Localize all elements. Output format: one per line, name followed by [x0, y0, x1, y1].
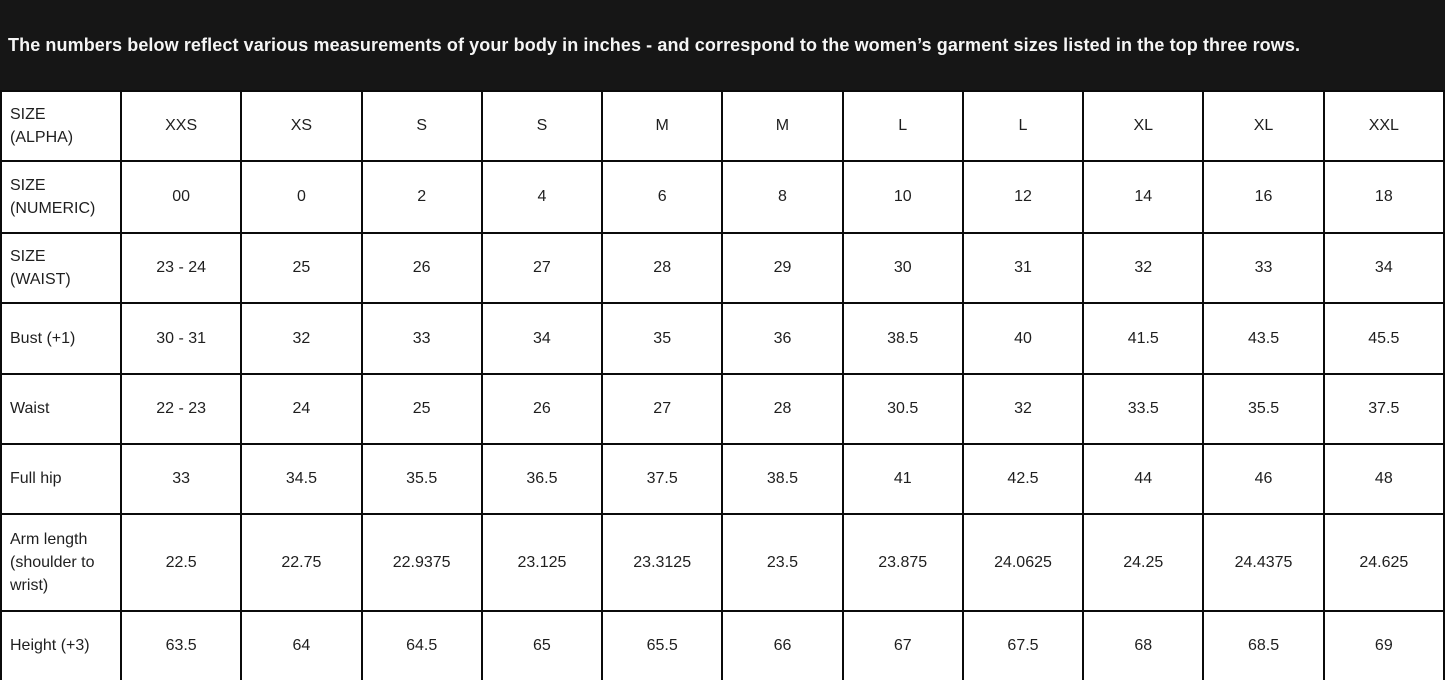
table-cell: 26 [482, 374, 602, 444]
table-cell: 28 [722, 374, 842, 444]
row-label-text: Height (+3) [10, 637, 90, 655]
table-cell: 68 [1083, 611, 1203, 680]
table-cell: 22 - 23 [121, 374, 241, 444]
table-cell: 46 [1203, 444, 1323, 514]
table-cell: 35 [602, 303, 722, 374]
table-cell: 23.5 [722, 514, 842, 611]
table-cell: 27 [602, 374, 722, 444]
row-label-text: Bust (+1) [10, 329, 76, 347]
table-cell: 14 [1083, 161, 1203, 233]
table-cell: XS [241, 91, 361, 161]
row-label [1, 91, 121, 161]
table-cell: 33 [121, 444, 241, 514]
table-cell: XXS [121, 91, 241, 161]
table-cell: 69 [1324, 611, 1444, 680]
table-cell: 30.5 [843, 374, 963, 444]
table-cell: S [482, 91, 602, 161]
table-cell: 0 [241, 161, 361, 233]
table-cell: M [602, 91, 722, 161]
table-cell: 00 [121, 161, 241, 233]
table-cell: 6 [602, 161, 722, 233]
table-cell: 65.5 [602, 611, 722, 680]
table-cell: 34.5 [241, 444, 361, 514]
table-cell: 33 [362, 303, 482, 374]
table-cell: XL [1083, 91, 1203, 161]
table-row [1, 161, 1444, 233]
table-cell: 41.5 [1083, 303, 1203, 374]
table-cell: L [843, 91, 963, 161]
row-label [1, 444, 121, 514]
table-cell: 35.5 [362, 444, 482, 514]
table-cell: 33.5 [1083, 374, 1203, 444]
table-cell: M [722, 91, 842, 161]
table-cell: 24.0625 [963, 514, 1083, 611]
table-cell: 48 [1324, 444, 1444, 514]
size-chart-table [0, 90, 1445, 680]
table-cell: 41 [843, 444, 963, 514]
table-cell: 64 [241, 611, 361, 680]
table-cell: 29 [722, 233, 842, 303]
table-cell: XL [1203, 91, 1323, 161]
row-label-text: SIZE (ALPHA) [10, 105, 74, 146]
table-cell: 68.5 [1203, 611, 1323, 680]
table-cell: 24.625 [1324, 514, 1444, 611]
row-label [1, 374, 121, 444]
table-row [1, 374, 1444, 444]
table-cell: 23.125 [482, 514, 602, 611]
table-cell: 36.5 [482, 444, 602, 514]
row-label-text: SIZE (NUMERIC) [10, 176, 96, 217]
row-label [1, 303, 121, 374]
table-cell: 38.5 [722, 444, 842, 514]
table-cell: 24.25 [1083, 514, 1203, 611]
row-label [1, 514, 121, 611]
row-label-text: Arm length (shoulder to wrist) [10, 530, 95, 595]
table-cell: 25 [241, 233, 361, 303]
table-row [1, 303, 1444, 374]
table-cell: 32 [241, 303, 361, 374]
table-cell: 30 - 31 [121, 303, 241, 374]
table-cell: 37.5 [1324, 374, 1444, 444]
table-cell: 23 - 24 [121, 233, 241, 303]
row-label [1, 161, 121, 233]
table-cell: 26 [362, 233, 482, 303]
table-cell: 4 [482, 161, 602, 233]
table-cell: 22.5 [121, 514, 241, 611]
table-cell: XXL [1324, 91, 1444, 161]
table-cell: 65 [482, 611, 602, 680]
table-cell: 24 [241, 374, 361, 444]
row-label-text: Waist [10, 400, 50, 418]
table-cell: L [963, 91, 1083, 161]
row-label-text: Full hip [10, 470, 62, 488]
table-cell: 10 [843, 161, 963, 233]
table-cell: 67 [843, 611, 963, 680]
table-cell: 33 [1203, 233, 1323, 303]
table-row [1, 233, 1444, 303]
table-cell: 2 [362, 161, 482, 233]
table-cell: 63.5 [121, 611, 241, 680]
table-cell: 23.875 [843, 514, 963, 611]
row-label-text: SIZE (WAIST) [10, 247, 71, 288]
table-cell: 36 [722, 303, 842, 374]
table-cell: 16 [1203, 161, 1323, 233]
table-cell: 23.3125 [602, 514, 722, 611]
table-cell: 66 [722, 611, 842, 680]
table-cell: 38.5 [843, 303, 963, 374]
header-banner [0, 0, 1445, 90]
table-cell: 25 [362, 374, 482, 444]
size-table-body [1, 91, 1444, 680]
table-cell: 22.75 [241, 514, 361, 611]
table-cell: 30 [843, 233, 963, 303]
table-cell: 43.5 [1203, 303, 1323, 374]
table-row [1, 514, 1444, 611]
table-cell: 37.5 [602, 444, 722, 514]
table-cell: 18 [1324, 161, 1444, 233]
table-row [1, 444, 1444, 514]
table-row [1, 611, 1444, 680]
table-cell: 32 [963, 374, 1083, 444]
table-cell: 31 [963, 233, 1083, 303]
table-cell: 34 [482, 303, 602, 374]
table-cell: 40 [963, 303, 1083, 374]
table-cell: 67.5 [963, 611, 1083, 680]
table-cell: 24.4375 [1203, 514, 1323, 611]
table-cell: 8 [722, 161, 842, 233]
table-cell: 27 [482, 233, 602, 303]
table-cell: 12 [963, 161, 1083, 233]
table-cell: S [362, 91, 482, 161]
table-cell: 42.5 [963, 444, 1083, 514]
table-row [1, 91, 1444, 161]
table-cell: 28 [602, 233, 722, 303]
table-cell: 64.5 [362, 611, 482, 680]
table-cell: 22.9375 [362, 514, 482, 611]
table-cell: 34 [1324, 233, 1444, 303]
table-cell: 35.5 [1203, 374, 1323, 444]
row-label [1, 611, 121, 680]
table-cell: 44 [1083, 444, 1203, 514]
header-banner-text: The numbers below reflect various measurements of your body in inches - and correspond to the women’s garment sizes listed in the top three rows. [8, 34, 1301, 55]
row-label [1, 233, 121, 303]
table-cell: 45.5 [1324, 303, 1444, 374]
table-cell: 32 [1083, 233, 1203, 303]
